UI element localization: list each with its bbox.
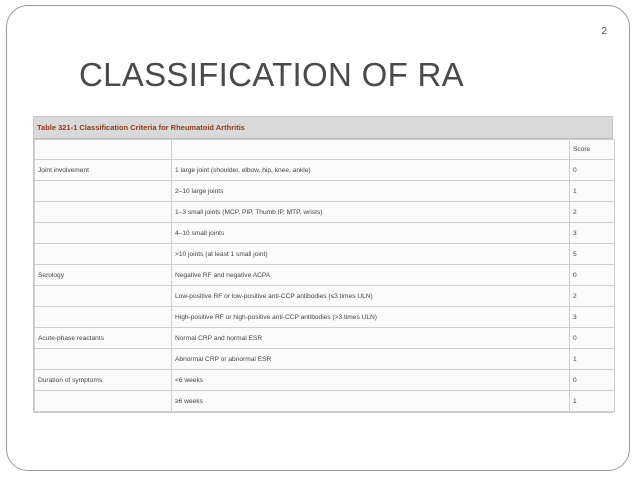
- score-cell: 0: [570, 328, 615, 349]
- table-row: [35, 286, 615, 307]
- table-row: [35, 391, 615, 412]
- classification-table: [34, 139, 615, 412]
- criterion-cell: Acute-phase reactants: [35, 328, 172, 349]
- description-cell: 1 large joint (shoulder, elbow, hip, knee, ankle): [172, 160, 570, 181]
- description-cell: 2–10 large joints: [172, 181, 570, 202]
- criterion-cell: [35, 286, 172, 307]
- criterion-cell: [35, 391, 172, 412]
- header-cell-criterion: [35, 140, 172, 160]
- table-caption: Table 321-1 Classification Criteria for Rheumatoid Arthritis: [34, 117, 612, 139]
- score-cell: 3: [570, 223, 615, 244]
- table-row: [35, 223, 615, 244]
- slide-title: CLASSIFICATION OF RA: [79, 56, 464, 93]
- score-cell: 2: [570, 202, 615, 223]
- score-cell: 5: [570, 244, 615, 265]
- table-row: [35, 160, 615, 181]
- score-cell: 0: [570, 265, 615, 286]
- slide-number: 2: [601, 26, 607, 37]
- score-cell: 1: [570, 181, 615, 202]
- description-cell: >10 joints (at least 1 small joint): [172, 244, 570, 265]
- criterion-cell: Serology: [35, 265, 172, 286]
- table-header-row: [35, 140, 615, 160]
- table-row: [35, 265, 615, 286]
- description-cell: 1–3 small joints (MCP, PIP, Thumb IP, MTP, wrists): [172, 202, 570, 223]
- description-cell: Normal CRP and normal ESR: [172, 328, 570, 349]
- description-cell: Abnormal CRP or abnormal ESR: [172, 349, 570, 370]
- score-cell: 3: [570, 307, 615, 328]
- header-cell-score: Score: [570, 140, 615, 160]
- criterion-cell: [35, 223, 172, 244]
- classification-table-image: [33, 116, 613, 413]
- table-row: [35, 202, 615, 223]
- score-cell: 1: [570, 391, 615, 412]
- score-cell: 0: [570, 160, 615, 181]
- criterion-cell: [35, 307, 172, 328]
- header-cell-description: [172, 140, 570, 160]
- description-cell: ≥6 weeks: [172, 391, 570, 412]
- criterion-cell: Joint involvement: [35, 160, 172, 181]
- score-cell: 2: [570, 286, 615, 307]
- criterion-cell: [35, 244, 172, 265]
- description-cell: Negative RF and negative ACPA: [172, 265, 570, 286]
- table-row: [35, 307, 615, 328]
- table-row: [35, 349, 615, 370]
- criterion-cell: Duration of symptoms: [35, 370, 172, 391]
- description-cell: <6 weeks: [172, 370, 570, 391]
- table-row: [35, 181, 615, 202]
- score-cell: 0: [570, 370, 615, 391]
- table-row: [35, 244, 615, 265]
- score-cell: 1: [570, 349, 615, 370]
- description-cell: Low-positive RF or low-positive anti-CCP antibodies (≤3 times ULN): [172, 286, 570, 307]
- table-row: [35, 328, 615, 349]
- table-row: [35, 370, 615, 391]
- criterion-cell: [35, 202, 172, 223]
- slide-frame: [6, 5, 630, 471]
- description-cell: High-positive RF or high-positive anti-CCP antibodies (>3 times ULN): [172, 307, 570, 328]
- criterion-cell: [35, 181, 172, 202]
- description-cell: 4–10 small joints: [172, 223, 570, 244]
- criterion-cell: [35, 349, 172, 370]
